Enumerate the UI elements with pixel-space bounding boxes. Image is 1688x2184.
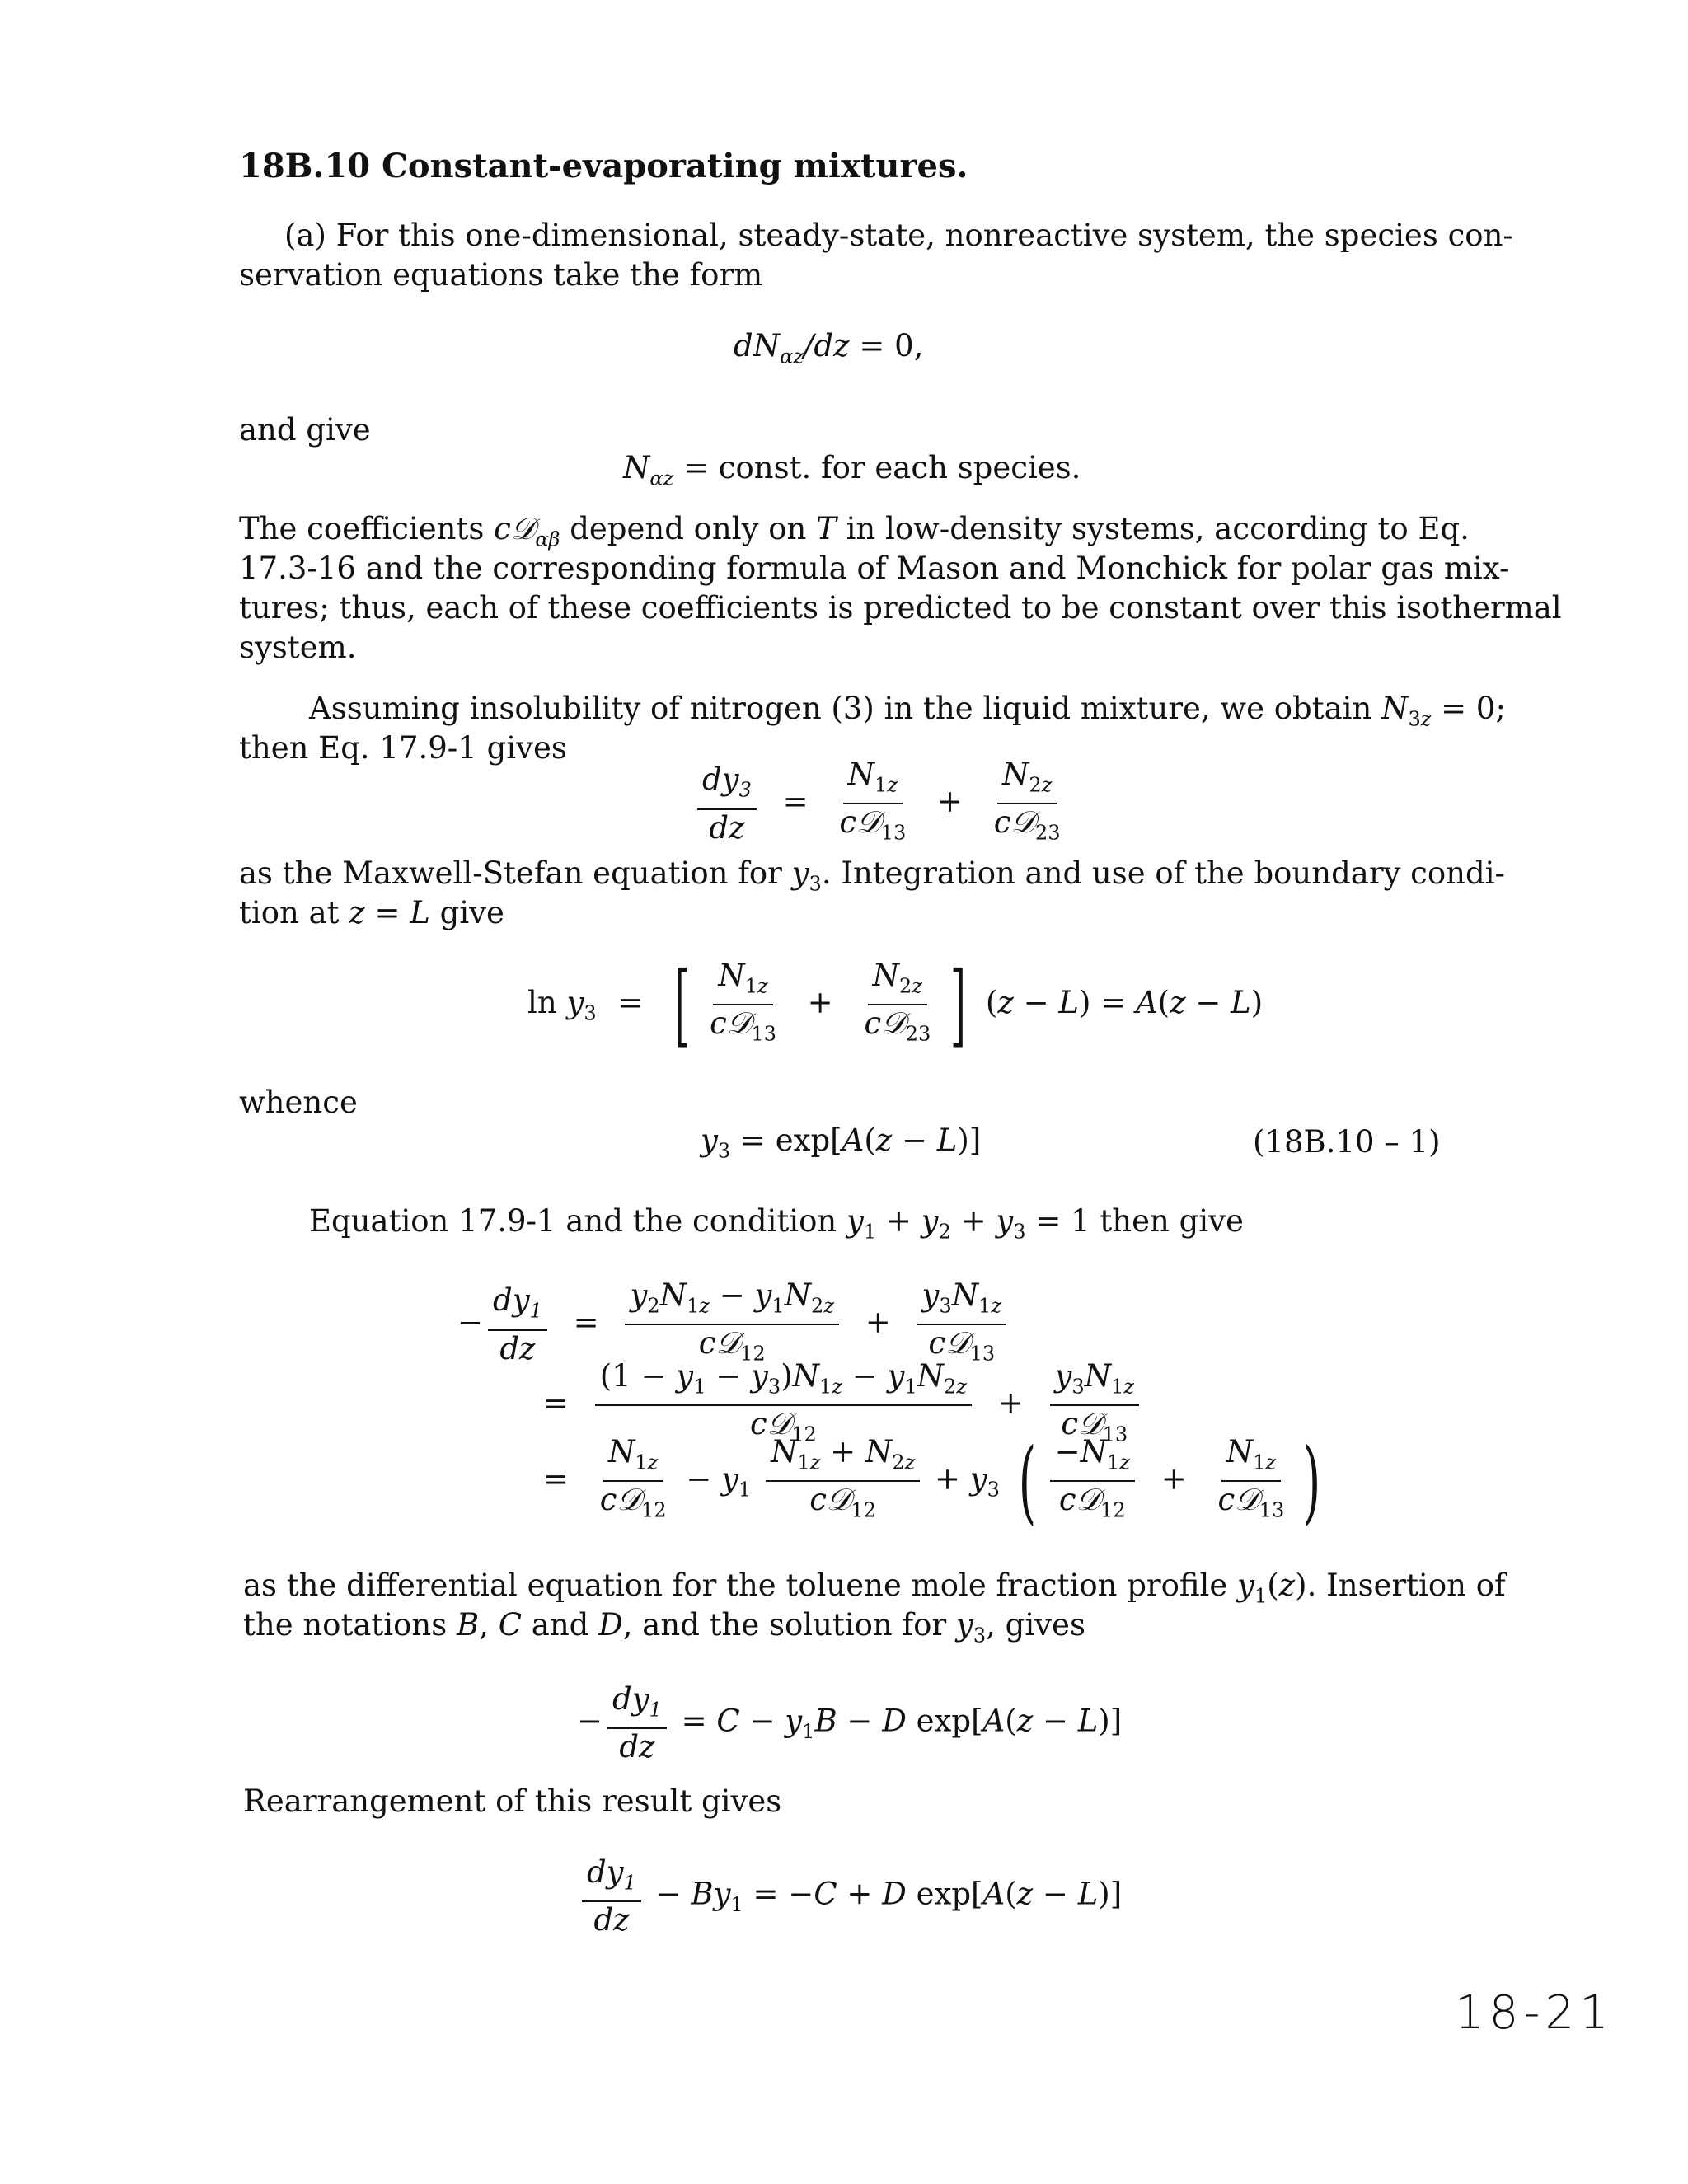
paragraph-line: as the differential equation for the toluene mole fraction profile $y_1(z)$. Insertion of xyxy=(243,1568,1506,1608)
paragraph-text: then give xyxy=(1100,1203,1244,1239)
paragraph-text: give xyxy=(439,895,504,930)
paragraph-line: The coefficients c𝒟$_{\alpha\beta}$ depend only on T in low-density systems, according to Eq. xyxy=(239,511,1470,551)
paragraph-line: tures; thus, each of these coefficients is predicted to be constant over this isothermal xyxy=(239,590,1562,626)
section-heading: 18B.10 Constant-evaporating mixtures. xyxy=(239,147,968,185)
equation-flux-constant: $N_{\alpha z}$ = const. for each species. xyxy=(623,450,1081,490)
paragraph-line: 17.3-16 and the corresponding formula of Mason and Monchick for polar gas mix- xyxy=(239,551,1510,586)
paragraph-line: the notations B, C and D, and the solution for $y_3$, gives xyxy=(243,1607,1085,1647)
equation-y3-solution: $y_3 = \exp[A(z - L)]$ xyxy=(701,1122,982,1163)
paragraph-line: whence xyxy=(239,1085,358,1120)
paragraph-line: then Eq. 17.9-1 gives xyxy=(239,730,567,766)
paragraph-text: The coefficients xyxy=(239,511,485,546)
paragraph-text: the notations xyxy=(243,1607,448,1643)
paragraph-text: . Integration and use of the boundary condi- xyxy=(821,855,1506,891)
paragraph-text: Assuming insolubility of nitrogen (3) in the liquid mixture, we obtain xyxy=(309,691,1372,726)
paragraph-text: . Insertion of xyxy=(1306,1568,1506,1603)
equation-dy1-line3: = $\frac{N_{1z}}{c𝒟_{12}}$ − $y_1$ $\frac{N_{1z} + N_{2z}}{c𝒟_{12}}$ + $y_3$ ( $\frac{-N_{1z}}{c𝒟_{12}}$ + $\frac{N_{1z}}{c𝒟_{13}}$ ) xyxy=(543,1428,1321,1535)
paragraph-line: Assuming insolubility of nitrogen (3) in the liquid mixture, we obtain $N_{3z} = 0$; xyxy=(309,691,1506,731)
paragraph-text: as the differential equation for the toluene mole fraction profile xyxy=(243,1568,1228,1603)
paragraph-line: Rearrangement of this result gives xyxy=(243,1783,782,1819)
equation-rearranged: $\frac{dy_1}{dz}$ − $By_1 = -C + D$ exp[A(z − L)] xyxy=(577,1854,1122,1938)
page-number: 18-21 xyxy=(1455,1986,1614,2040)
paragraph-text: as the Maxwell-Stefan equation for xyxy=(239,855,782,891)
paragraph-text: and xyxy=(531,1607,589,1643)
paragraph-text: in low-density systems, according to Eq. xyxy=(846,511,1470,546)
paragraph-line: and give xyxy=(239,412,371,448)
paragraph-text: depend only on xyxy=(570,511,807,546)
equation-dy1-line2: = $\frac{(1 - y_1 - y_3)N_{1z} - y_1N_{2z}}{c𝒟_{12}}$ + $\frac{y_3N_{1z}}{c𝒟_{13}}$ xyxy=(532,1358,1144,1453)
equation-conservation: $dN_{\alpha z}/dz = 0$, xyxy=(734,328,924,368)
equation-dy1-line1: − $\frac{dy_1}{dz}$ = $\frac{y_2N_{1z} - y_1N_{2z}}{c𝒟_{12}}$ + $\frac{y_3N_{1z}}{c𝒟_{13}}$ xyxy=(457,1277,1011,1372)
paragraph-line: tion at z = L give xyxy=(239,895,504,930)
paragraph-line: (a) For this one-dimensional, steady-state, nonreactive system, the species con- xyxy=(284,218,1513,253)
equation-text: = const. for each species. xyxy=(683,450,1081,485)
paragraph-line: system. xyxy=(239,630,357,665)
paragraph-text: , and the solution for xyxy=(622,1607,947,1643)
paragraph-line: Equation 17.9-1 and the condition $y_1 + y_2 + y_3 = 1$ then give xyxy=(309,1203,1244,1244)
paragraph-line: as the Maxwell-Stefan equation for $y_3$. Integration and use of the boundary condi- xyxy=(239,855,1506,896)
equation-maxwell-stefan-y3: $\frac{dy_3}{dz}$ = $\frac{N_{1z}}{c𝒟_{13}}$ + $\frac{N_{2z}}{c𝒟_{23}}$ xyxy=(692,757,1071,851)
equation-label: (18B.10 – 1) xyxy=(1253,1124,1441,1160)
equation-ln-y3: $\ln y_3$ = [ $\frac{N_{1z}}{c𝒟_{13}}$ + $\frac{N_{2z}}{c𝒟_{23}}$ ] (z − L) = A(z − L) xyxy=(528,952,1264,1058)
paragraph-line: servation equations take the form xyxy=(239,257,763,293)
paragraph-text: tion at xyxy=(239,895,340,930)
equation-dy1-compact: − $\frac{dy_1}{dz}$ = $C - y_1B - D$ exp[A(z − L)] xyxy=(577,1681,1123,1765)
paragraph-text: Equation 17.9-1 and the condition xyxy=(309,1203,837,1239)
paragraph-text: , gives xyxy=(986,1607,1085,1643)
